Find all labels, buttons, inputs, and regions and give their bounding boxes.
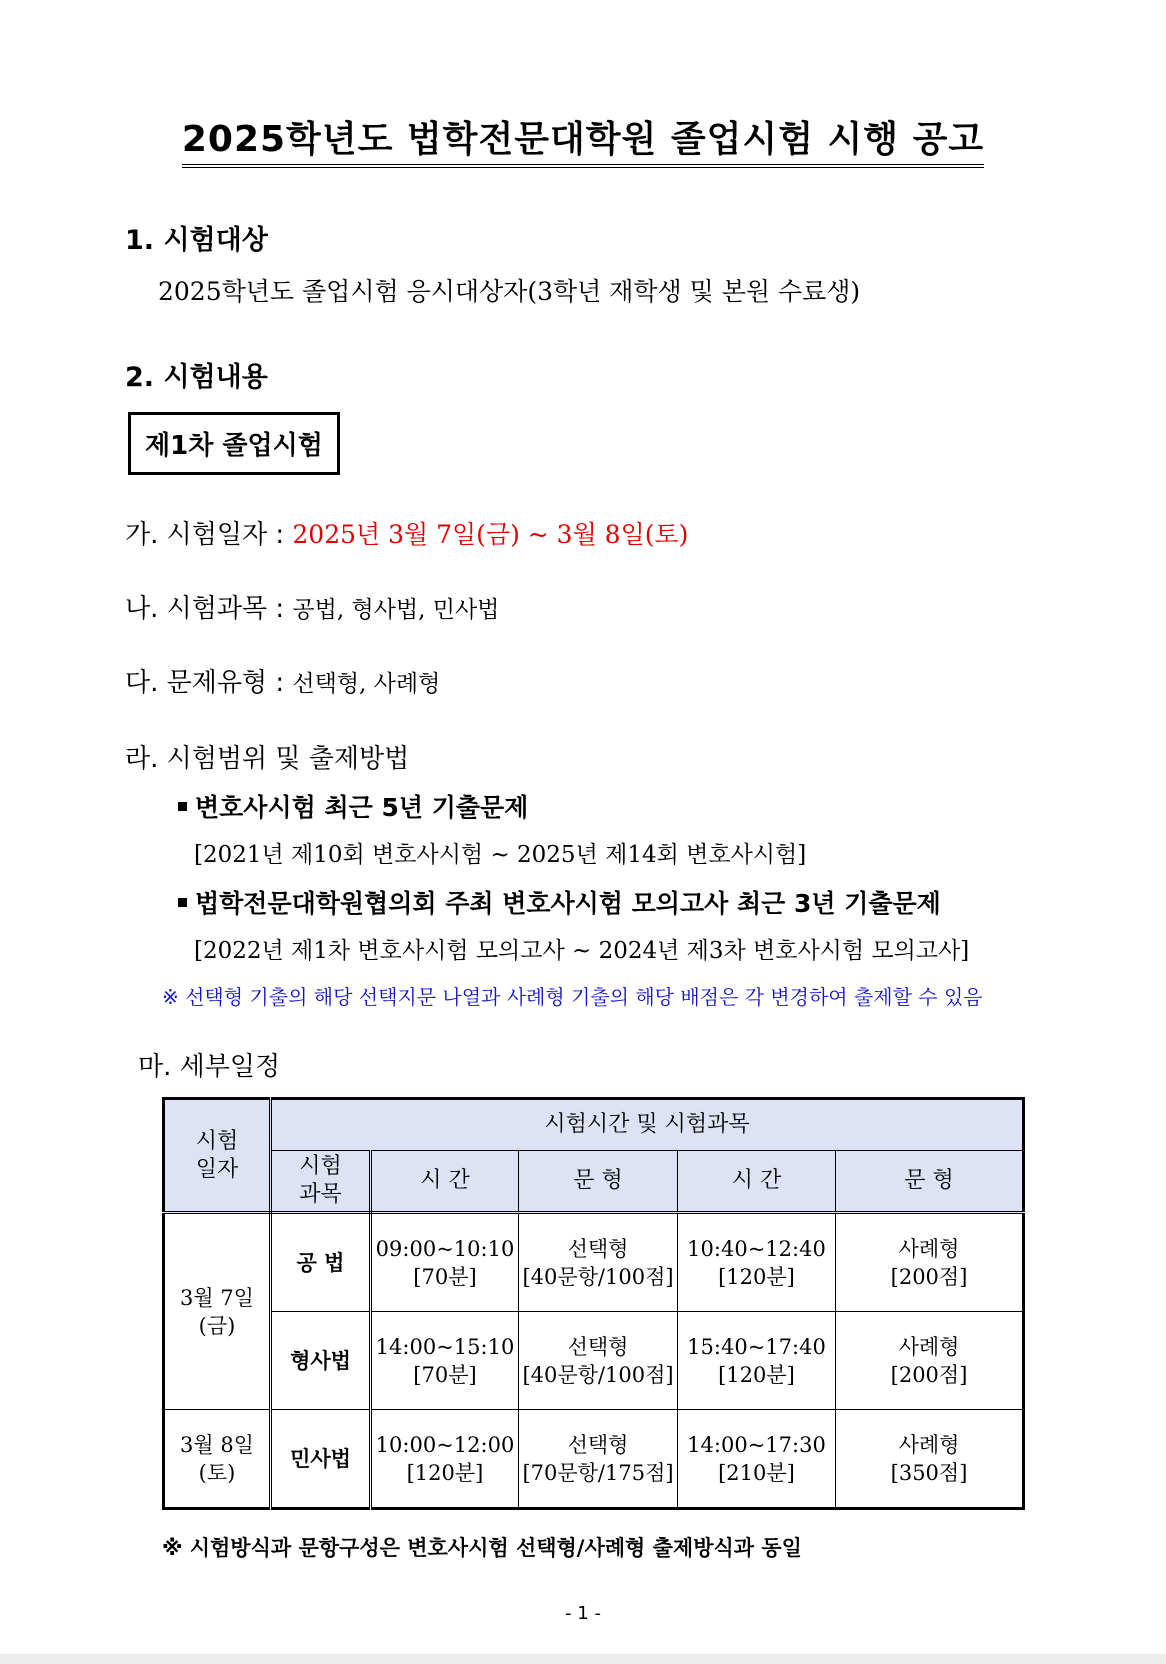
- date-line2: (토): [198, 1460, 236, 1485]
- time-cell-1: [371, 1312, 519, 1410]
- time-duration: [70분]: [413, 1264, 477, 1289]
- page-title-text: 2025학년도 법학전문대학원 졸업시험 시행 공고: [182, 118, 984, 168]
- item-ga-label: 가. 시험일자 :: [125, 520, 293, 550]
- type-detail: [200점]: [890, 1362, 968, 1387]
- type-detail: [350점]: [890, 1460, 968, 1485]
- type-detail: [70문항/175점]: [522, 1460, 674, 1485]
- type-detail: [200점]: [890, 1264, 968, 1289]
- type-cell-1: [519, 1213, 678, 1312]
- date-line1: 3월 8일: [180, 1432, 254, 1457]
- square-bullet-icon: [178, 802, 187, 811]
- subject-cell: 형사법: [271, 1312, 371, 1410]
- time-cell-2: [678, 1213, 836, 1312]
- date-line2: (금): [198, 1313, 236, 1338]
- type-cell-2: [836, 1213, 1024, 1312]
- type-cell-1: [519, 1410, 678, 1509]
- time-range: 10:40~12:40: [687, 1236, 826, 1261]
- ra-note: ※ 선택형 기출의 해당 선택지문 나열과 사례형 기출의 해당 배점은 각 변경하여 출제할 수 있음: [162, 985, 983, 1009]
- type-cell-1: [519, 1312, 678, 1410]
- header-date-line2: 일자: [195, 1156, 239, 1182]
- time-cell-1: [371, 1213, 519, 1312]
- type-cell-2: [836, 1312, 1024, 1410]
- date-line1: 3월 7일: [180, 1285, 254, 1310]
- square-bullet-icon: [178, 898, 187, 907]
- time-cell-2: [678, 1312, 836, 1410]
- header-type-2: 문 형: [836, 1151, 1024, 1213]
- header-subject: [271, 1151, 371, 1213]
- item-ra-label: 라. 시험범위 및 출제방법: [125, 744, 410, 774]
- type-detail: [40문항/100점]: [522, 1362, 674, 1387]
- section2-heading: 2. 시험내용: [125, 362, 268, 393]
- type-name: 사례형: [898, 1236, 960, 1261]
- time-duration: [210분]: [718, 1460, 795, 1485]
- ra-bullet-2: [178, 884, 941, 920]
- item-na-label: 나. 시험과목 :: [125, 594, 293, 624]
- ra-bullet-1-text: 변호사시험 최근 5년 기출문제: [195, 793, 529, 822]
- time-duration: [120분]: [406, 1460, 484, 1485]
- ra-bullet-2-text: 법학전문대학원협의회 주최 변호사시험 모의고사 최근 3년 기출문제: [195, 889, 941, 918]
- page-number: - 1 -: [565, 1603, 601, 1624]
- footnote: ※ 시험방식과 문항구성은 변호사시험 선택형/사례형 출제방식과 동일: [162, 1536, 802, 1560]
- item-na-value: 공법, 형사법, 민사법: [292, 597, 500, 623]
- subject-cell: 공 법: [271, 1213, 371, 1312]
- time-range: 15:40~17:40: [687, 1334, 826, 1359]
- item-ma-label: 마. 세부일정: [138, 1052, 281, 1082]
- time-range: 14:00~15:10: [375, 1334, 515, 1359]
- header-group: 시험시간 및 시험과목: [271, 1099, 1024, 1151]
- date-cell-day1: [164, 1213, 271, 1410]
- time-duration: [120분]: [718, 1362, 795, 1387]
- section1-text: 2025학년도 졸업시험 응시대상자(3학년 재학생 및 본원 수료생): [158, 277, 861, 306]
- exam-round-box: 제1차 졸업시험: [128, 412, 340, 475]
- item-da-label: 다. 문제유형 :: [125, 668, 293, 698]
- header-subject-line1: 시험: [299, 1154, 342, 1179]
- item-ga: [125, 514, 688, 551]
- type-cell-2: [836, 1410, 1024, 1509]
- ra-bullet-2-sub: [2022년 제1차 변호사시험 모의고사 ~ 2024년 제3차 변호사시험 모의고사]: [194, 938, 970, 964]
- date-cell-day2: [164, 1410, 271, 1509]
- subject-cell: 민사법: [271, 1410, 371, 1509]
- time-range: 09:00~10:10: [375, 1236, 515, 1261]
- type-name: 선택형: [567, 1432, 629, 1457]
- ra-bullet-1-sub: [2021년 제10회 변호사시험 ~ 2025년 제14회 변호사시험]: [194, 842, 807, 868]
- table-row: [164, 1312, 1024, 1410]
- header-time-2: 시 간: [678, 1151, 836, 1213]
- type-name: 사례형: [898, 1334, 960, 1359]
- type-name: 선택형: [567, 1236, 629, 1261]
- time-cell-1: [371, 1410, 519, 1509]
- ra-bullet-1: [178, 788, 528, 824]
- time-range: 14:00~17:30: [687, 1432, 826, 1457]
- item-na: [125, 588, 499, 625]
- type-name: 사례형: [898, 1432, 960, 1457]
- item-da: [125, 662, 440, 699]
- table-row: [164, 1410, 1024, 1509]
- time-duration: [120분]: [718, 1264, 795, 1289]
- header-date: [164, 1099, 271, 1213]
- table-row: [164, 1213, 1024, 1312]
- time-cell-2: [678, 1410, 836, 1509]
- section1-heading: 1. 시험대상: [125, 225, 268, 256]
- type-detail: [40문항/100점]: [522, 1264, 674, 1289]
- header-type-1: 문 형: [519, 1151, 678, 1213]
- time-duration: [70분]: [413, 1362, 477, 1387]
- type-name: 선택형: [567, 1334, 629, 1359]
- page-title: [0, 118, 1166, 168]
- header-date-line1: 시험: [195, 1128, 239, 1154]
- schedule-table: [162, 1097, 1025, 1510]
- item-ga-value: 2025년 3월 7일(금) ~ 3월 8일(토): [292, 520, 689, 549]
- item-da-value: 선택형, 사례형: [292, 671, 441, 697]
- header-time-1: 시 간: [371, 1151, 519, 1213]
- header-subject-line2: 과목: [299, 1182, 342, 1207]
- time-range: 10:00~12:00: [375, 1432, 515, 1457]
- page-bottom-edge: [0, 1654, 1166, 1664]
